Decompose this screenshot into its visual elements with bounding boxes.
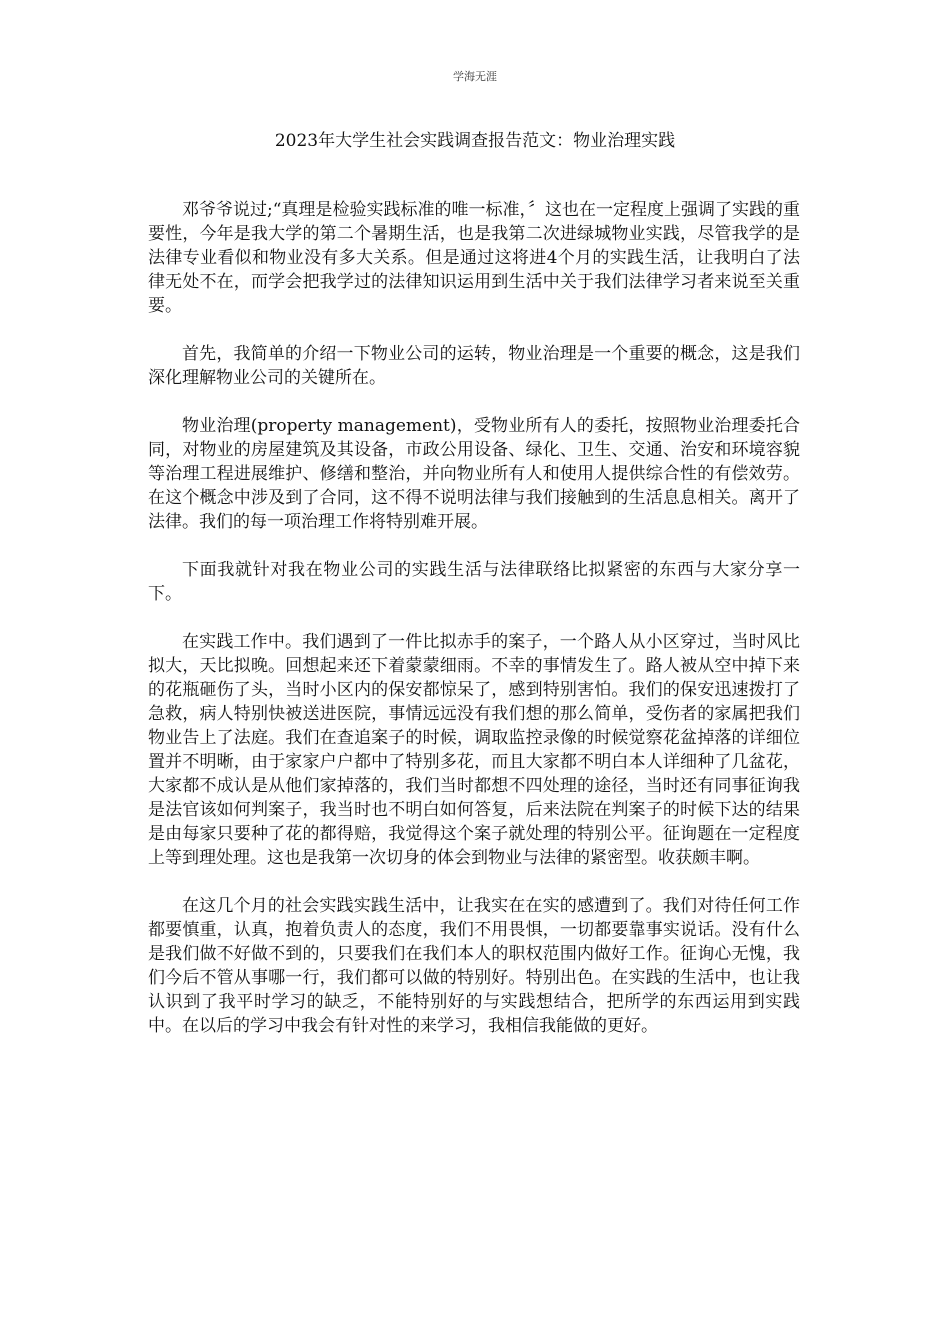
paragraph-5: 在实践工作中。我们遇到了一件比拟赤手的案子，一个路人从小区穿过，当时风比拟大，天比拟晚。回想起来还下着蒙蒙细雨。不幸的事情发生了。路人被从空中掉下来的花瓶砸伤了头，当时小区内的保安都惊呆了，感到特别害怕。我们的保安迅速拨打了急救，病人特别快被送进医院，事情远远没有我们想的那么简单，受伤者的家属把我们物业告上了法庭。我们在查追案子的时候，调取监控录像的时候觉察花盆掉落的详细位置并不明晰，由于家家户户都中了特别多花，而且大家都不明白本人详细种了几盆花，大家都不成认是从他们家掉落的，我们当时都想不四处理的途径，当时还有同事征询我是法官该如何判案子，我当时也不明白如何答复，后来法院在判案子的时候下达的结果是由每家只要种了花的都得赔，我觉得这个案子就处理的特别公平。征询题在一定程度上等到理处理。这也是我第一次切身的体会到物业与法律的紧密型。收获颇丰啊。 bbox=[148, 632, 800, 868]
paragraph-2: 首先，我简单的介绍一下物业公司的运转，物业治理是一个重要的概念，这是我们深化理解物业公司的关键所在。 bbox=[148, 344, 800, 388]
document-title: 2023年大学生社会实践调查报告范文：物业治理实践 bbox=[274, 131, 676, 151]
paragraph-1: 邓爷爷说过;“真理是检验实践标准的唯一标准，〞这也在一定程度上强调了实践的重要性，今年是我大学的第二个暑期生活，也是我第二次进绿城物业实践，尽管我学的是法律专业看似和物业没有多大关系。但是通过这将进4个月的实践生活，让我明白了法律无处不在，而学会把我学过的法律知识运用到生活中关于我们法律学习者来说至关重要。 bbox=[148, 200, 800, 316]
document-body bbox=[148, 198, 800, 1062]
paragraph-3: 物业治理(property management)，受物业所有人的委托，按照物业治理委托合同，对物业的房屋建筑及其设备，市政公用设备、绿化、卫生、交通、治安和环境容貌等治理工程进展维护、修缮和整治，并向物业所有人和使用人提供综合性的有偿效劳。在这个概念中涉及到了合同，这不得不说明法律与我们接触到的生活息息相关。离开了法律。我们的每一项治理工作将特别难开展。 bbox=[148, 416, 800, 532]
paragraph-6: 在这几个月的社会实践实践生活中，让我实在在实的感遭到了。我们对待任何工作都要慎重，认真，抱着负责人的态度，我们不用畏惧，一切都要靠事实说话。没有什么是我们做不好做不到的，只要我们在我们本人的职权范围内做好工作。征询心无愧，我们今后不管从事哪一行，我们都可以做的特别好。特别出色。在实践的生活中，也让我认识到了我平时学习的缺乏，不能特别好的与实践想结合，把所学的东西运用到实践中。在以后的学习中我会有针对性的来学习，我相信我能做的更好。 bbox=[148, 896, 800, 1036]
page-header: 学海无涯 bbox=[453, 70, 497, 83]
paragraph-4: 下面我就针对我在物业公司的实践生活与法律联络比拟紧密的东西与大家分享一下。 bbox=[148, 560, 800, 604]
